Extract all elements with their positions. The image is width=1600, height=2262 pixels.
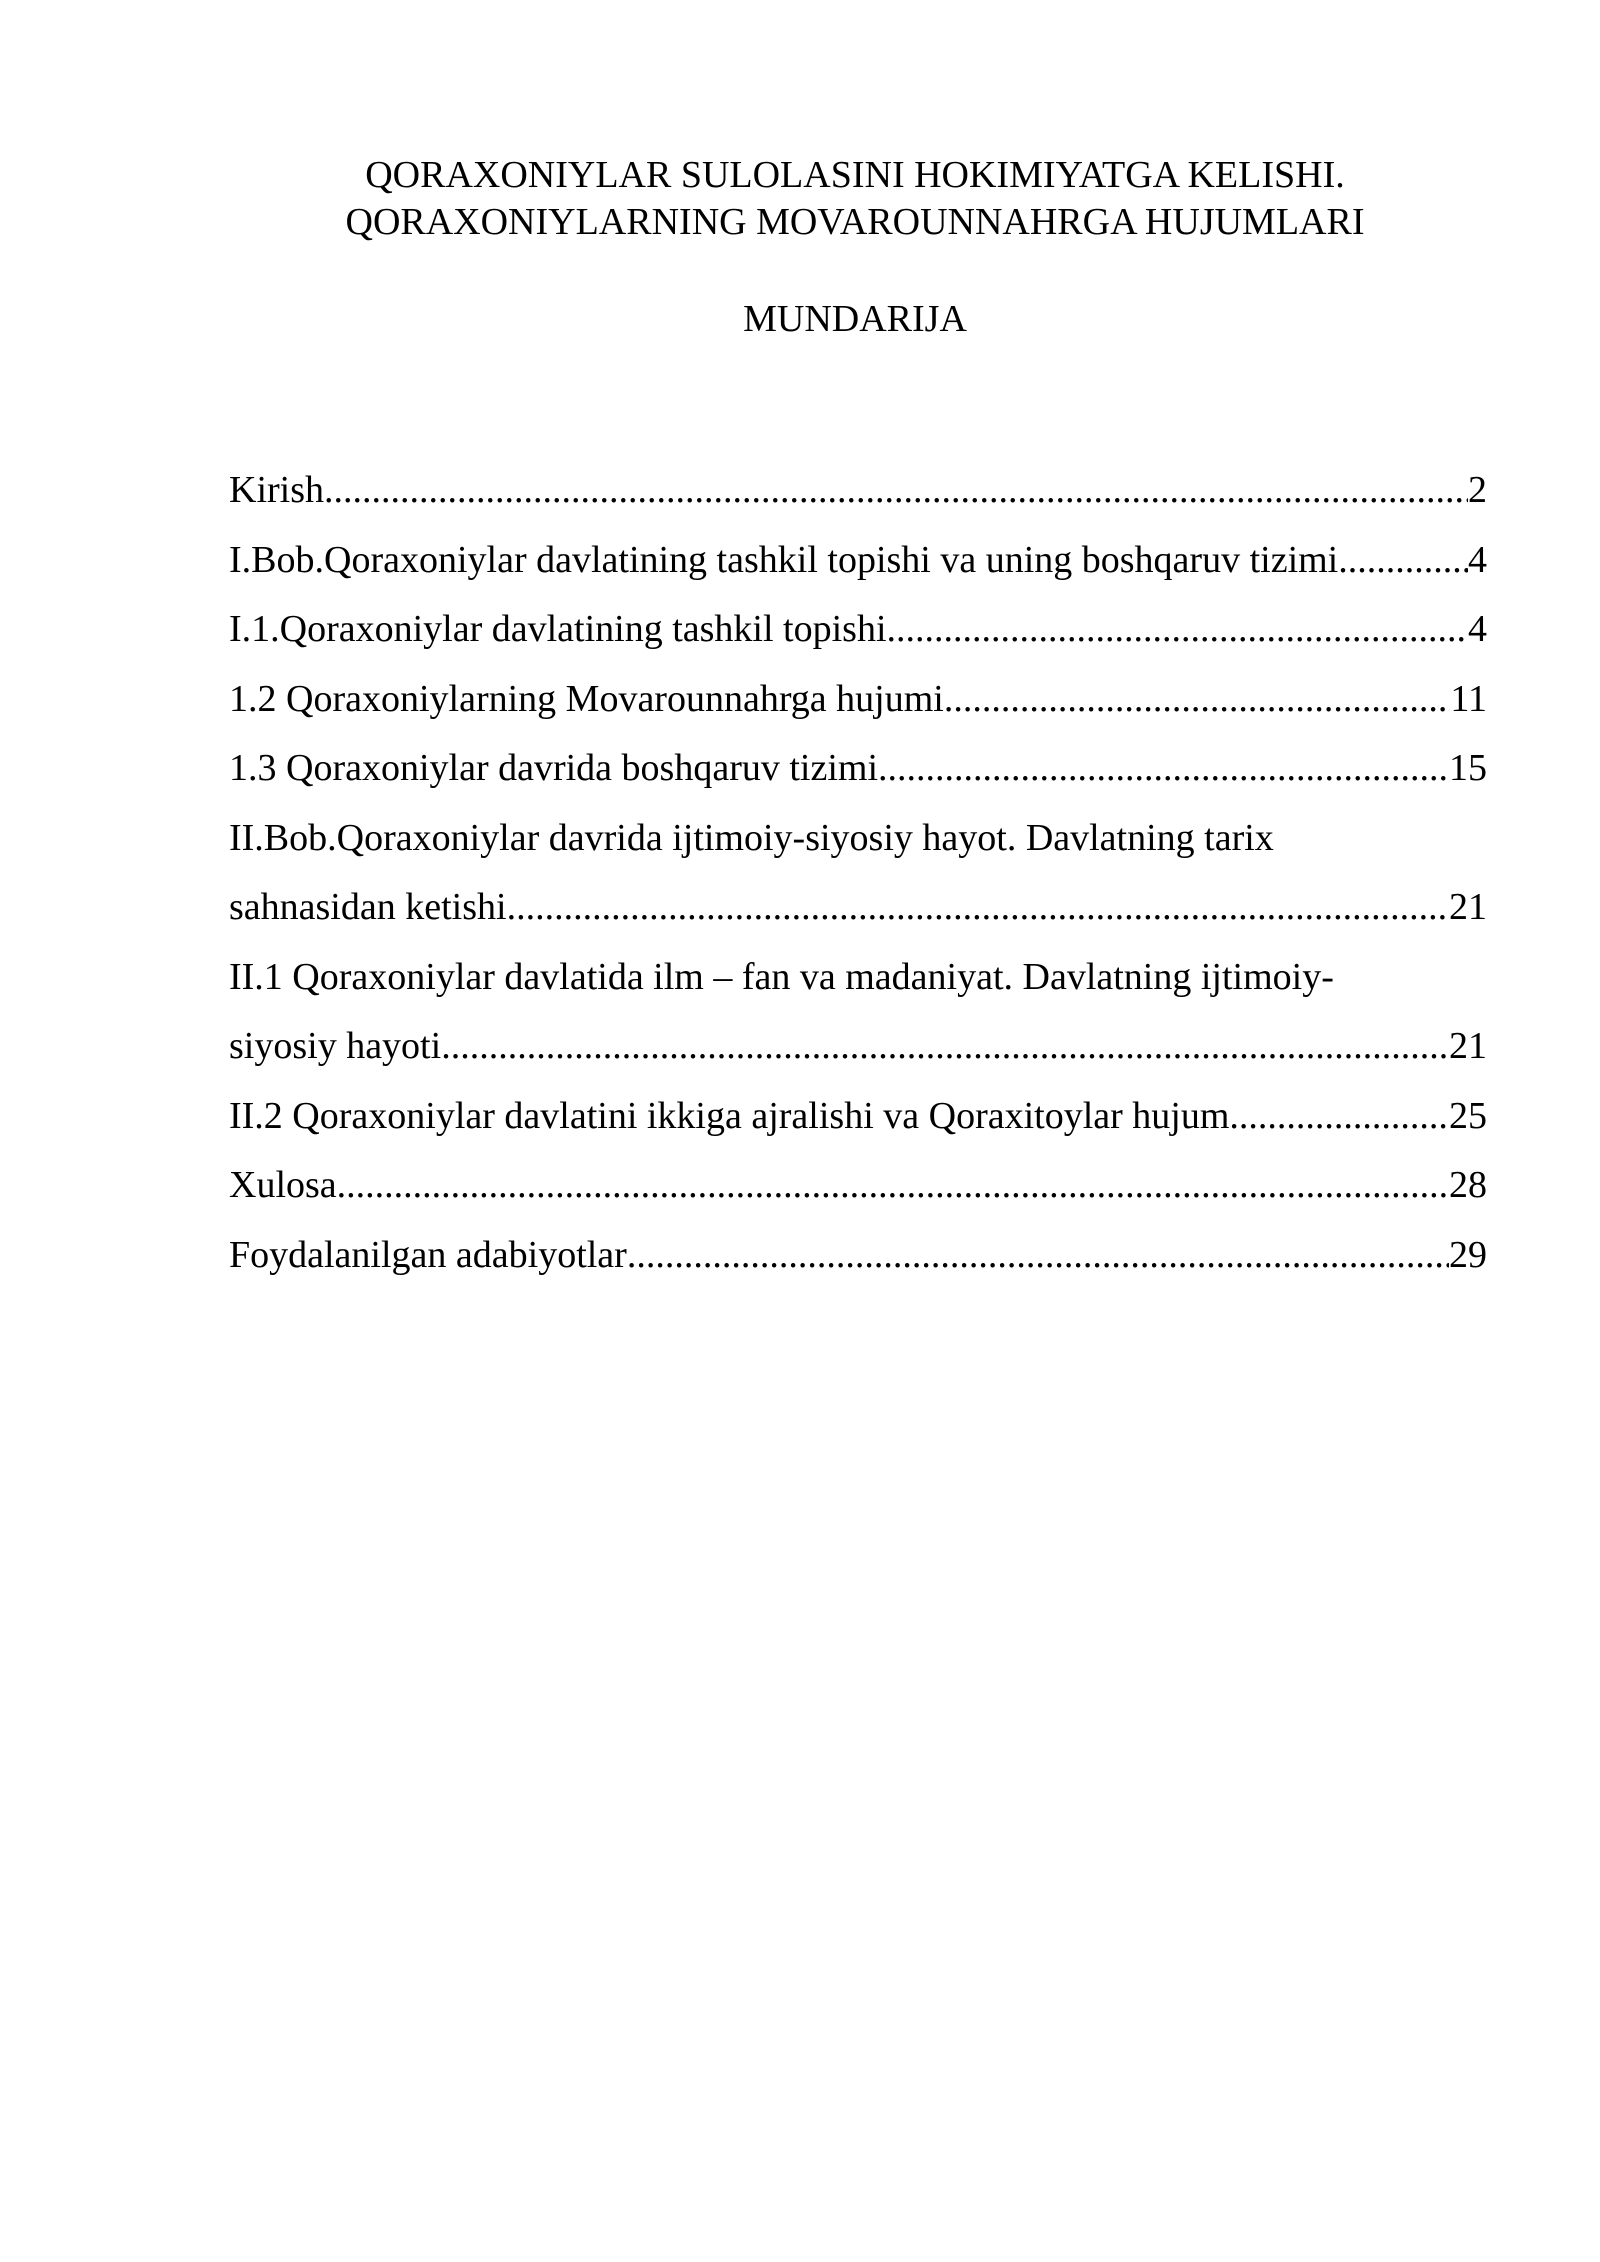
- toc-page-number: 21: [1449, 1025, 1487, 1067]
- toc-page-number: 28: [1449, 1164, 1487, 1206]
- toc-entry-bob-1[interactable]: [229, 526, 1487, 596]
- toc-entry-2-1[interactable]: [229, 1012, 1487, 1082]
- toc-entry-text: II.2 Qoraxoniylar davlatini ikkiga ajralishi va Qoraxitoylar hujum: [229, 1094, 1230, 1137]
- toc-entry-text: Foydalanilgan adabiyotlar: [229, 1233, 627, 1276]
- table-of-contents: [229, 456, 1487, 1290]
- toc-entry-1-2[interactable]: [229, 665, 1487, 735]
- toc-entry-2-1-line-1[interactable]: [229, 943, 1487, 1013]
- toc-entry-text: I.1.Qoraxoniylar davlatining tashkil topishi: [229, 608, 887, 650]
- toc-entry-bob-2[interactable]: [229, 873, 1487, 943]
- toc-entry-text: Xulosa: [229, 1164, 337, 1206]
- toc-entry-1-3[interactable]: [229, 734, 1487, 804]
- title-line-2: QORAXONIYLARNING MOVAROUNNAHRGA HUJUMLARI: [345, 201, 1365, 243]
- toc-entry-2-2[interactable]: [229, 1082, 1487, 1152]
- toc-entry-text-line-1: II.1 Qoraxoniylar davlatida ilm – fan va madaniyat. Davlatning ijtimoiy-: [229, 955, 1334, 998]
- toc-entry-1-1[interactable]: [229, 595, 1487, 665]
- document-title: [0, 152, 1600, 246]
- toc-entry-text-line-1: II.Bob.Qoraxoniylar davrida ijtimoiy-siyosiy hayot. Davlatning tarix: [229, 816, 1274, 859]
- toc-dot-leader: [507, 873, 1449, 943]
- toc-page-number: 2: [1468, 469, 1487, 511]
- toc-entry-text: I.Bob.Qoraxoniylar davlatining tashkil topishi va uning boshqaruv tizimi: [229, 538, 1339, 581]
- toc-entry-text: Kirish: [229, 469, 324, 511]
- toc-dot-leader: [887, 595, 1468, 665]
- toc-entry-bob-2-line-1[interactable]: [229, 804, 1487, 874]
- toc-entry-text: 1.3 Qoraxoniylar davrida boshqaruv tizimi: [229, 747, 879, 789]
- toc-page-number: 25: [1449, 1094, 1487, 1137]
- title-line-1: QORAXONIYLAR SULOLASINI HOKIMIYATGA KELISHI.: [365, 154, 1345, 196]
- toc-entry-adabiyotlar[interactable]: [229, 1221, 1487, 1291]
- toc-dot-leader: [627, 1221, 1449, 1291]
- toc-page-number: 15: [1449, 747, 1487, 789]
- toc-entry-kirish[interactable]: [229, 456, 1487, 526]
- toc-page-number: 29: [1449, 1233, 1487, 1276]
- toc-page-number: 4: [1468, 608, 1487, 650]
- toc-entry-xulosa[interactable]: [229, 1151, 1487, 1221]
- toc-dot-leader: [324, 456, 1468, 526]
- toc-entry-text: sahnasidan ketishi: [229, 886, 507, 928]
- toc-dot-leader: [337, 1151, 1449, 1221]
- toc-entry-text: siyosiy hayoti: [229, 1025, 442, 1067]
- toc-dot-leader: [878, 734, 1449, 804]
- toc-entry-text: 1.2 Qoraxoniylarning Movarounnahrga hujumi: [229, 677, 944, 720]
- toc-page-number: 11: [1450, 677, 1487, 720]
- toc-dot-leader: [944, 665, 1451, 735]
- contents-heading: MUNDARIJA: [743, 298, 967, 340]
- toc-dot-leader: [1338, 526, 1468, 596]
- toc-dot-leader: [441, 1012, 1449, 1082]
- toc-page-number: 4: [1468, 538, 1487, 581]
- toc-page-number: 21: [1449, 886, 1487, 928]
- toc-dot-leader: [1229, 1082, 1449, 1152]
